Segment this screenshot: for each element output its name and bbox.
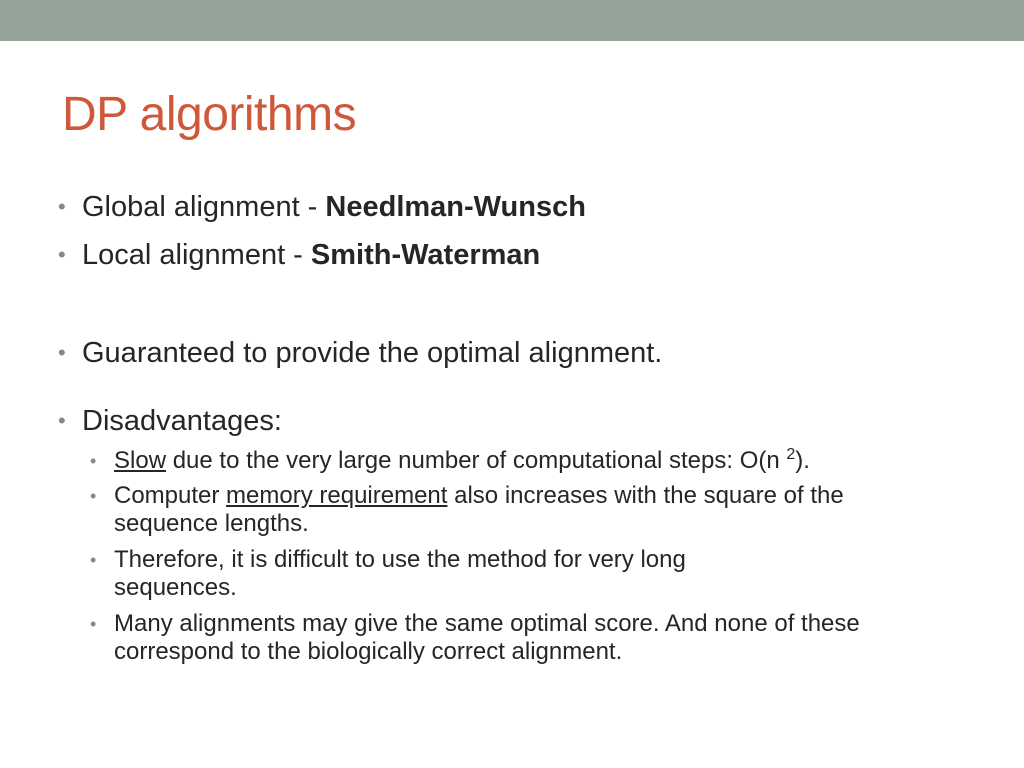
algorithm-name: Smith-Waterman: [310, 239, 541, 271]
sub-bullet-text: Therefore, it is difficult to use the method for very long sequences.: [114, 546, 686, 601]
bullet-prefix: Local alignment -: [82, 239, 311, 271]
underlined-term: memory requirement: [226, 482, 448, 509]
algorithm-name: Needlman-Wunsch: [325, 191, 586, 223]
bullet-marker: •: [90, 550, 97, 570]
bullet-text: Guaranteed to provide the optimal alignment.: [82, 337, 663, 369]
bullet-marker: •: [90, 614, 97, 634]
bullet-marker: •: [58, 340, 66, 365]
bullet-marker: •: [58, 194, 66, 219]
bullet-text: Disadvantages:: [82, 405, 282, 437]
bullet-marker: •: [90, 451, 97, 471]
bullet-marker: •: [58, 408, 66, 433]
top-accent-bar: [0, 0, 1024, 41]
bullet-marker: •: [58, 242, 66, 267]
sub-bullet-text: Many alignments may give the same optimal score. And none of these correspond to the biologically correct alignment.: [114, 610, 860, 665]
sub-bullet-text: Computer memory requirement also increases with the square of the sequence lengths.: [114, 482, 844, 537]
exponent: 2: [786, 446, 796, 463]
bullet-prefix: Global alignment -: [82, 191, 326, 223]
sub-bullet-text: Slow due to the very large number of computational steps: O(n $^2$).: [114, 446, 810, 474]
bullet-text: [82, 190, 586, 224]
bullet-text: [82, 238, 540, 272]
underlined-term: Slow: [114, 447, 167, 474]
bullet-marker: •: [90, 486, 97, 506]
slide-title: DP algorithms: [62, 88, 357, 141]
